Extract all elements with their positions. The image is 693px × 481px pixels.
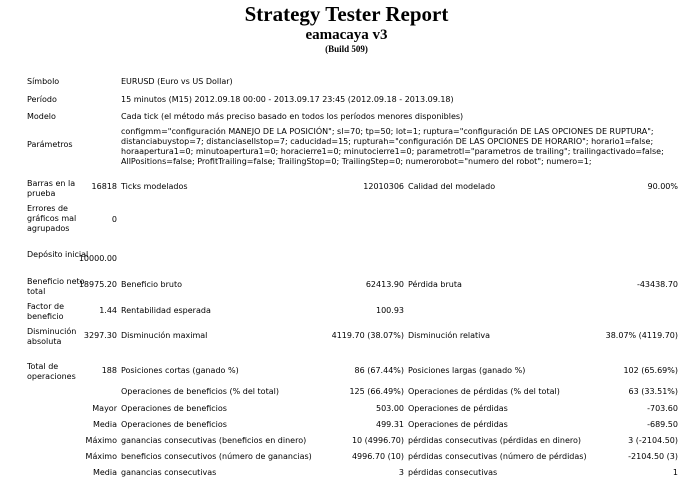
average-profit-label: Operaciones de beneficios [121,420,227,429]
avg-consecutive-losses-value: 1 [672,468,678,477]
model-value: Cada tick (el método más preciso basado en todos los períodos menores disponibles) [121,112,464,121]
max-consecutive-losses-value: 3 (-2104.50) [628,436,678,445]
avg-consecutive-wins-value: 3 [398,468,404,477]
gross-profit-value: 62413.90 [365,280,404,289]
max-consecutive-wins-label: ganancias consecutivas (beneficios en dinero) [121,436,307,445]
symbol-value: EURUSD (Euro vs US Dollar) [121,77,233,86]
max-consecutive-loss-value: -2104.50 (3) [628,452,678,461]
profit-factor-label: Factor de beneficio [27,302,65,321]
max-consecutive-profit-value: 4996.70 (10) [351,452,404,461]
avg-consecutive-wins-label: ganancias consecutivas [121,468,217,477]
period-value: 15 minutos (M15) 2012.09.18 00:00 - 2013.09.17 23:45 (2012.09.18 - 2013.09.18) [121,95,454,104]
deposit-value: 10000.00 [78,254,117,263]
trade-row-label: Mayor [92,404,117,413]
long-positions-label: Posiciones largas (ganado %) [408,366,526,375]
trade-row-label: Máximo [85,452,117,461]
gross-loss-value: -43438.70 [636,280,678,289]
max-consecutive-losses-label: pérdidas consecutivas (pérdidas en dinero) [408,436,581,445]
model-label: Modelo [27,112,56,121]
loss-trades-value: 63 (33.51%) [628,387,678,396]
trade-row-label: Máximo [85,436,117,445]
ticks-label: Ticks modelados [121,182,188,191]
largest-loss-label: Operaciones de pérdidas [408,404,508,413]
gross-loss-label: Pérdida bruta [408,280,462,289]
ticks-value: 12010306 [363,182,404,191]
max-consecutive-profit-label: beneficios consecutivos (número de ganancias) [121,452,312,461]
short-positions-label: Posiciones cortas (ganado %) [121,366,239,375]
avg-consecutive-losses-label: pérdidas consecutivas [408,468,498,477]
period-label: Período [27,95,57,104]
relative-drawdown-label: Disminución relativa [408,331,490,340]
net-profit-label: Beneficio neto total [27,277,85,296]
total-trades-label: Total de operaciones [27,362,76,381]
maximal-drawdown-value: 4119.70 (38.07%) [331,331,404,340]
gross-profit-label: Beneficio bruto [121,280,182,289]
absolute-drawdown-value: 3297.30 [83,331,117,340]
trade-row-label: Media [92,420,117,429]
bars-value: 16818 [91,182,117,191]
average-loss-label: Operaciones de pérdidas [408,420,508,429]
expert-advisor-name: eamacaya v3 [305,27,388,43]
largest-profit-value: 503.00 [376,404,404,413]
bars-label: Barras en la prueba [27,179,76,198]
relative-drawdown-value: 38.07% (4119.70) [605,331,678,340]
total-trades-value: 188 [101,366,117,375]
trade-row-label: Media [92,468,117,477]
expected-payoff-label: Rentabilidad esperada [121,306,211,315]
profit-factor-value: 1.44 [99,306,117,315]
max-consecutive-loss-label: pérdidas consecutivas (número de pérdidas) [408,452,587,461]
build-number: (Build 509) [325,44,368,54]
parameters-label: Parámetros [27,140,73,149]
expected-payoff-value: 100.93 [376,306,404,315]
errors-label: Errores de gráficos mal agrupados [27,204,77,233]
errors-value: 0 [111,215,117,224]
average-loss-value: -689.50 [647,420,678,429]
largest-profit-label: Operaciones de beneficios [121,404,227,413]
loss-trades-label: Operaciones de pérdidas (% del total) [408,387,560,396]
average-profit-value: 499.31 [376,420,404,429]
maximal-drawdown-label: Disminución maximal [121,331,208,340]
quality-value: 90.00% [647,182,678,191]
short-positions-value: 86 (67.44%) [354,366,404,375]
symbol-label: Símbolo [27,77,60,86]
max-consecutive-wins-value: 10 (4996.70) [351,436,404,445]
quality-label: Calidad del modelado [408,182,496,191]
profit-trades-value: 125 (66.49%) [349,387,404,396]
report-header [0,0,693,55]
long-positions-value: 102 (65.69%) [623,366,678,375]
parameters-value: configmm="configuración MANEJO DE LA POSICIÓN"; sl=70; tp=50; lot=1; ruptura="configuración DE LAS OPCIONES DE RUPTURA"; distanciabuystop=7; distanciasellstop=7; caducidad=15; rupturah="configuración DE LAS OPCIONES DE HORARIO"; horario1=false; horaapertura1=0; minutoapertura1=0; horacierre1=0; minutocierre1=0; parametrotl="parametros de trailing"; trailingactivado=false; AllPositions=false; ProfitTrailing=false; TrailingStop=0; TrailingStep=0; numerorobot="numero del robot"; numero=1; [121,127,664,166]
net-profit-value: 18975.20 [78,280,117,289]
deposit-label: Depósito inicial [27,250,89,259]
profit-trades-label: Operaciones de beneficios (% del total) [121,387,279,396]
report-title: Strategy Tester Report [244,2,449,26]
absolute-drawdown-label: Disminución absoluta [27,327,77,346]
largest-loss-value: -703.60 [647,404,678,413]
